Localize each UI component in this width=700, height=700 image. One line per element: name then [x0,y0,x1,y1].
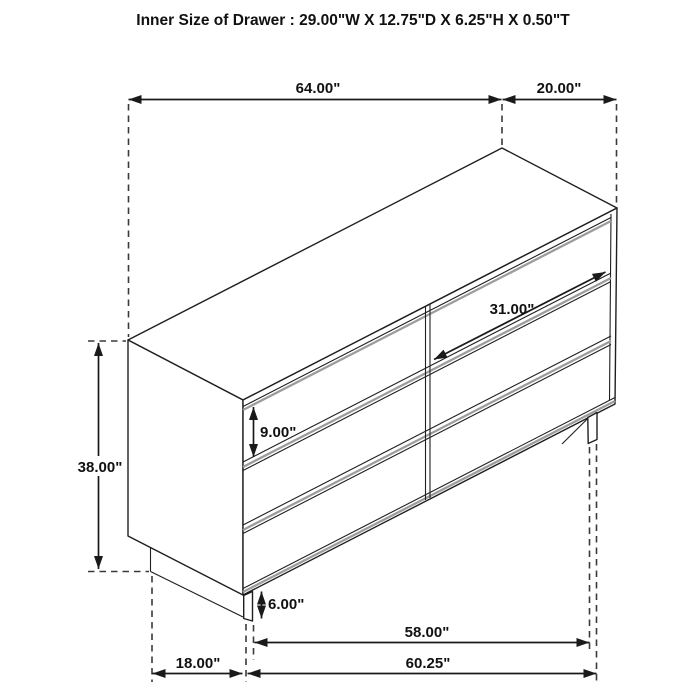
dimension-label-leg-height: 6.00" [268,596,305,613]
dimension-top-depth [503,80,617,100]
dimension-label-top-depth: 20.00" [536,80,582,97]
dimension-top-width [129,80,502,100]
dimension-label-overall-height: 38.00" [77,459,123,476]
front-left-leg [244,592,253,622]
dimension-label-base-overall-width: 60.25" [405,655,451,672]
dimension-overall-height [75,343,125,569]
dimension-label-leg-inner-span: 58.00" [404,624,450,641]
dresser-drawing [128,148,617,621]
dimension-label-side-depth: 18.00" [175,655,221,672]
dimension-label-drawer-width: 31.00" [489,301,535,318]
dimension-base-overall-width [248,655,597,674]
dimension-leg-height [262,592,305,619]
dimension-label-drawer-height: 9.00" [260,424,297,441]
dimension-side-depth [153,655,243,674]
front-right-leg [588,413,597,444]
dimension-leg-inner-span [255,624,590,643]
page-title: Inner Size of Drawer : 29.00"W X 12.75"D X 6.25"H X 0.50"T [136,12,570,29]
dimension-label-top-width: 64.00" [295,80,341,97]
